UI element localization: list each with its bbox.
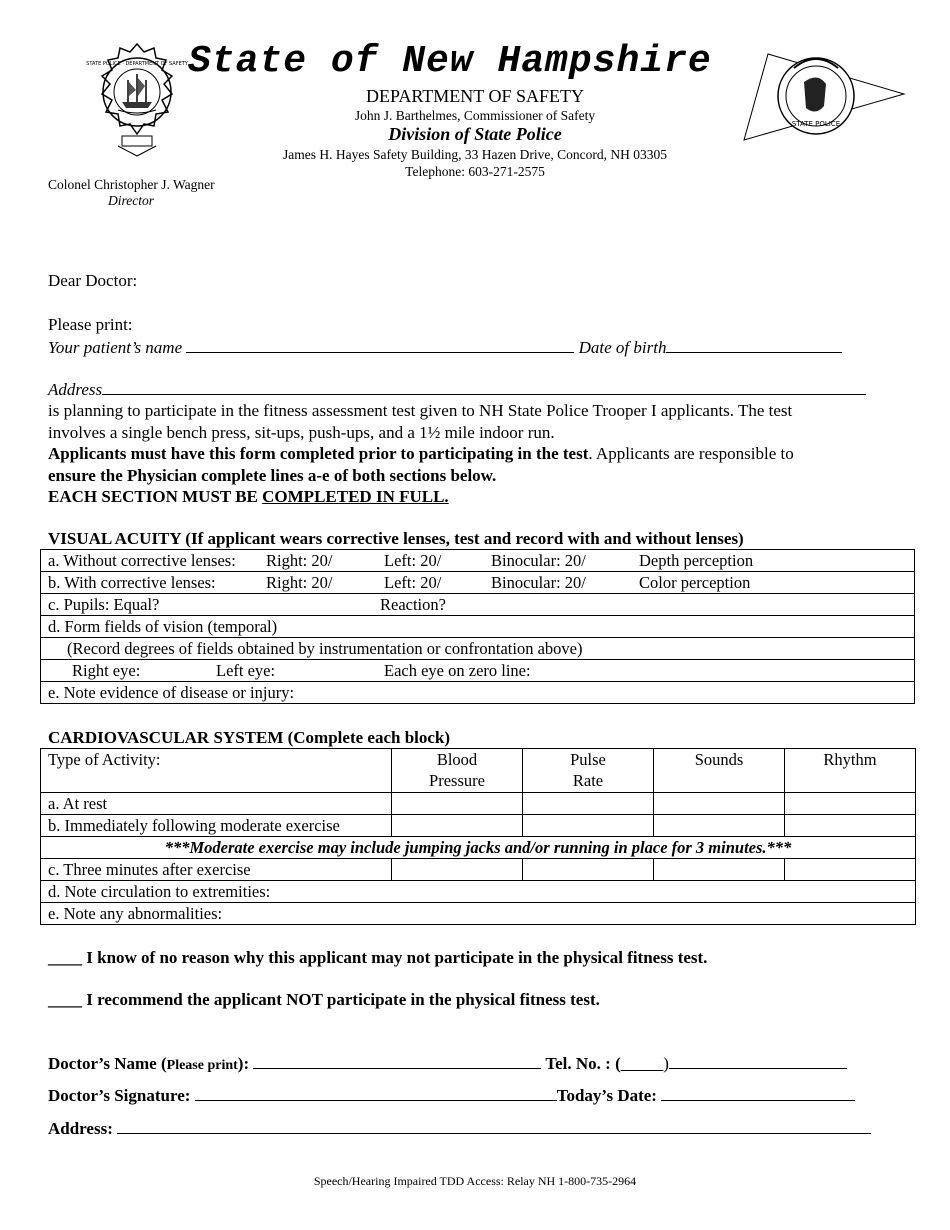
visual-a-right[interactable]: Right: 20/ [266, 551, 333, 570]
colonel-name: Colonel Christopher J. Wagner [48, 177, 215, 192]
visual-row-c [41, 594, 915, 616]
patient-name-label: Your patient’s name [48, 338, 183, 357]
intro-line-2: involves a single bench press, sit-ups, push-ups, and a 1½ mile indoor run. [48, 422, 555, 442]
state-police-seal-left [86, 40, 188, 158]
col-type-of-activity: Type of Activity: [41, 749, 392, 793]
tel-close-paren: ) [663, 1054, 669, 1073]
visual-row-eyes [41, 660, 915, 682]
dob-field[interactable] [666, 336, 842, 353]
cardio-c-bp[interactable] [392, 859, 523, 881]
visual-c-label[interactable]: c. Pupils: Equal? [48, 595, 160, 614]
left-seal-text: STATE POLICE · DEPARTMENT OF SAFETY [86, 61, 188, 67]
visual-b-binocular[interactable]: Binocular: 20/ [491, 573, 586, 592]
visual-d-note: (Record degrees of fields obtained by instrumentation or confrontation above) [41, 638, 915, 660]
visual-d-label[interactable]: d. Form fields of vision (temporal) [41, 616, 915, 638]
doctor-name-label: Doctor’s Name ( [48, 1054, 167, 1073]
patient-name-row [48, 336, 842, 359]
visual-c-reaction[interactable]: Reaction? [380, 595, 446, 614]
recommend-not-text: I recommend the applicant NOT participate in the physical fitness test. [86, 990, 600, 1009]
visual-e-label[interactable]: e. Note evidence of disease or injury: [41, 682, 915, 704]
visual-row-d [41, 616, 915, 638]
no-reason-check-row [48, 948, 707, 968]
visual-row-b [41, 572, 915, 594]
tel-field[interactable] [669, 1054, 847, 1069]
col-pulse-rate [523, 749, 654, 793]
state-police-badge-right [738, 44, 910, 146]
cardio-heading: CARDIOVASCULAR SYSTEM (Complete each block) [48, 728, 451, 747]
no-reason-check-blank[interactable]: ____ [48, 948, 82, 967]
doctor-name-row [48, 1054, 847, 1074]
address-row [48, 378, 866, 401]
requirement-bold-b: . Applicants are responsible to [588, 444, 794, 463]
visual-b-left[interactable]: Left: 20/ [384, 573, 442, 592]
cardio-a-pulse[interactable] [523, 793, 654, 815]
right-badge-text: STATE POLICE [791, 120, 841, 128]
doctor-name-colon: ): [237, 1054, 250, 1073]
header-telephone: Telephone: 603-271-2575 [405, 164, 545, 179]
todays-date-field[interactable] [661, 1086, 855, 1101]
visual-zero-line[interactable]: Each eye on zero line: [384, 661, 531, 680]
cardio-header-row [41, 749, 916, 793]
header-address: James H. Hayes Safety Building, 33 Hazen Drive, Concord, NH 03305 [283, 147, 667, 162]
doctor-name-field[interactable] [253, 1054, 541, 1069]
visual-a-left[interactable]: Left: 20/ [384, 551, 442, 570]
each-section-line [48, 486, 794, 508]
each-section-text: EACH SECTION MUST BE [48, 487, 258, 506]
visual-right-eye[interactable]: Right eye: [72, 661, 141, 680]
address-field[interactable] [102, 378, 866, 395]
intro-line-1: is planning to participate in the fitness assessment test given to NH State Police Trooper I applicants. The test [48, 401, 793, 420]
cardio-row-c [41, 859, 916, 881]
cardio-table [40, 748, 916, 925]
doctor-signature-row [48, 1086, 855, 1106]
visual-acuity-table [40, 549, 915, 704]
visual-b-label: b. With corrective lenses: [48, 573, 216, 592]
cardio-b-pulse[interactable] [523, 815, 654, 837]
requirement-bold-a: Applicants must have this form completed prior to participating in the test [48, 444, 589, 463]
visual-acuity-heading: VISUAL ACUITY (If applicant wears corrective lenses, test and record with and without lenses) [48, 529, 744, 548]
doctor-signature-label: Doctor’s Signature: [48, 1086, 191, 1105]
visual-a-depth[interactable]: Depth perception [639, 551, 754, 570]
visual-b-right[interactable]: Right: 20/ [266, 573, 333, 592]
visual-row-d-note [41, 638, 915, 660]
cardio-a-bp[interactable] [392, 793, 523, 815]
requirement-line-2: ensure the Physician complete lines a-e of both sections below. [48, 465, 497, 485]
todays-date-label: Today’s Date: [556, 1086, 657, 1105]
requirement-line-1 [48, 443, 794, 465]
recommend-not-check-blank[interactable]: ____ [48, 990, 82, 1009]
department-name: DEPARTMENT OF SAFETY [366, 86, 584, 106]
visual-row-e [41, 682, 915, 704]
patient-name-field[interactable] [186, 336, 574, 353]
visual-a-label: a. Without corrective lenses: [48, 551, 236, 570]
col-bp-line1: Blood [436, 750, 478, 769]
doctor-address-field[interactable] [117, 1119, 871, 1134]
cardio-b-rhythm[interactable] [785, 815, 916, 837]
no-reason-text: I know of no reason why this applicant may not participate in the physical fitness test. [86, 948, 708, 967]
col-pr-line2: Rate [572, 771, 604, 790]
please-print-label: Please print: [48, 315, 133, 334]
doctor-address-row [48, 1119, 871, 1139]
address-label: Address [48, 380, 103, 399]
cardio-row-e [41, 903, 916, 925]
doctor-address-label: Address: [48, 1119, 113, 1138]
cardio-b-label: b. Immediately following moderate exercise [41, 815, 392, 837]
footer-tdd-access: Speech/Hearing Impaired TDD Access: Relay NH 1-800-735-2964 [313, 1174, 637, 1188]
col-pr-line1: Pulse [570, 750, 606, 769]
col-rhythm: Rhythm [785, 749, 916, 793]
col-sounds: Sounds [654, 749, 785, 793]
tel-area-code-field[interactable]: _____ [620, 1054, 664, 1073]
cardio-a-label: a. At rest [41, 793, 392, 815]
cardio-c-sounds[interactable] [654, 859, 785, 881]
visual-b-color[interactable]: Color perception [639, 573, 751, 592]
col-bp-line2: Pressure [429, 771, 485, 790]
division-name: Division of State Police [388, 124, 562, 144]
recommend-not-check-row [48, 990, 600, 1010]
cardio-a-sounds[interactable] [654, 793, 785, 815]
cardio-row-b [41, 815, 916, 837]
salutation: Dear Doctor: [48, 271, 138, 290]
visual-row-a [41, 550, 915, 572]
visual-left-eye[interactable]: Left eye: [216, 661, 276, 680]
doctor-signature-field[interactable] [195, 1086, 557, 1101]
cardio-c-rhythm[interactable] [785, 859, 916, 881]
cardio-row-a [41, 793, 916, 815]
moderate-exercise-note: ***Moderate exercise may include jumping jacks and/or running in place for 3 minutes.*** [41, 837, 916, 859]
commissioner-line: John J. Barthelmes, Commissioner of Safety [354, 108, 596, 123]
cardio-b-bp[interactable] [392, 815, 523, 837]
visual-a-binocular[interactable]: Binocular: 20/ [491, 551, 586, 570]
tel-label: Tel. No. : ( [545, 1054, 621, 1073]
doctor-name-please-print: Please print [166, 1058, 238, 1073]
page-title: State of New Hampshire [188, 40, 712, 83]
cardio-b-sounds[interactable] [654, 815, 785, 837]
cardio-d-label[interactable]: d. Note circulation to extremities: [41, 881, 916, 903]
cardio-a-rhythm[interactable] [785, 793, 916, 815]
dob-label: Date of birth [578, 338, 667, 357]
cardio-note-row [41, 837, 916, 859]
completed-in-full: COMPLETED IN FULL. [262, 487, 449, 506]
col-blood-pressure [392, 749, 523, 793]
cardio-c-pulse[interactable] [523, 859, 654, 881]
director-title: Director [108, 193, 154, 208]
cardio-row-d [41, 881, 916, 903]
cardio-e-label[interactable]: e. Note any abnormalities: [41, 903, 916, 925]
cardio-c-label: c. Three minutes after exercise [41, 859, 392, 881]
